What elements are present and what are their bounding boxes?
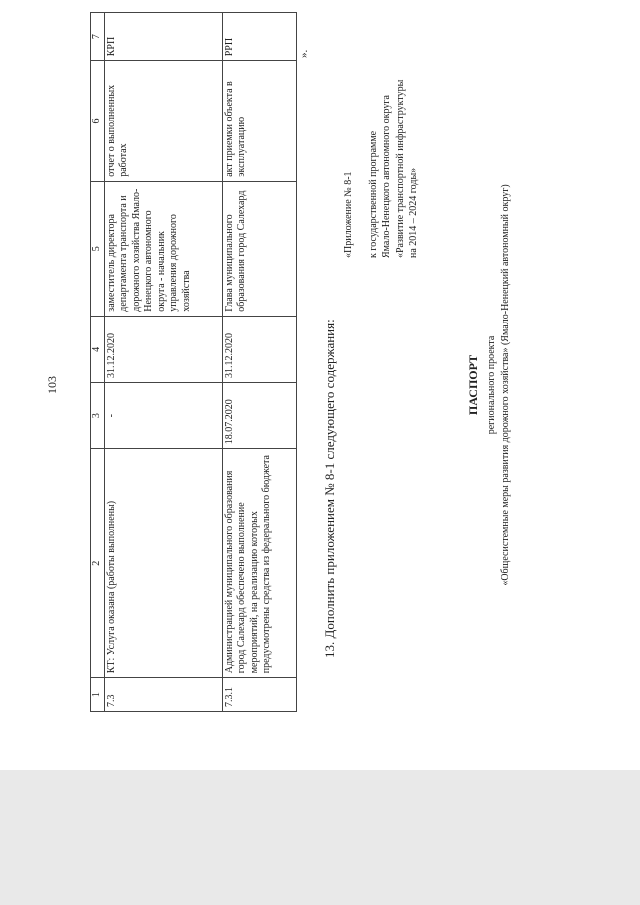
end-date-cell: 31.12.2020: [222, 316, 296, 382]
table-row: [104, 13, 222, 712]
appendix-line: на 2014 – 2024 годы»: [408, 167, 419, 258]
end-date-cell: 31.12.2020: [104, 316, 222, 382]
closing-quote-mark: ».: [298, 49, 310, 58]
passport-subtitle: регионального проекта: [486, 335, 497, 435]
column-number: 7: [91, 13, 105, 61]
column-number: 3: [91, 383, 105, 449]
responsible-cell: Глава муниципального образования город Салехард: [222, 181, 296, 316]
appendix-line: к государственной программе: [367, 130, 379, 258]
appendix-title: «Приложение № 8-1: [343, 171, 354, 258]
column-number: 4: [91, 316, 105, 382]
level-cell: КРП: [104, 13, 222, 61]
appendix-line: Ямало-Ненецкого автономного округа: [381, 95, 392, 258]
column-number-row: [91, 13, 105, 712]
column-number: 2: [91, 449, 105, 678]
appendix-header: [342, 18, 421, 258]
event-cell: Администрацией муниципального образования город Салехард обеспечено выполнение мероприятий, на реализацию которых предусмотрены средства из федерального бюджета: [222, 449, 296, 678]
event-cell: КТ: Услуга оказана (работы выполнены): [104, 449, 222, 678]
column-number: 6: [91, 61, 105, 182]
row-number: 7.3: [104, 678, 222, 712]
passport-name: «Общесистемные меры развития дорожного хозяйства» (Ямало-Ненецкий автономный округ): [500, 184, 511, 586]
result-cell: акт приемки объекта в эксплуатацию: [222, 61, 296, 182]
column-number: 5: [91, 181, 105, 316]
row-number: 7.3.1: [222, 678, 296, 712]
level-cell: РРП: [222, 13, 296, 61]
passport-title: ПАСПОРТ: [466, 354, 480, 416]
result-cell: отчет о выполненных работах: [104, 61, 222, 182]
table-row: [222, 13, 296, 712]
events-table: [90, 12, 297, 712]
page-number: 103: [45, 376, 59, 394]
start-date-cell: 18.07.2020: [222, 383, 296, 449]
section-heading: 13. Дополнить приложением № 8-1 следующего содержания:: [322, 319, 337, 658]
column-number: 1: [91, 678, 105, 712]
responsible-cell: заместитель директора департамента транспорта и дорожного хозяйства Ямало-Ненецкого автономного округа - начальник управления дорожного хозяйства: [104, 181, 222, 316]
appendix-line: «Развитие транспортной инфраструктуры: [394, 79, 406, 258]
start-date-cell: -: [104, 383, 222, 449]
